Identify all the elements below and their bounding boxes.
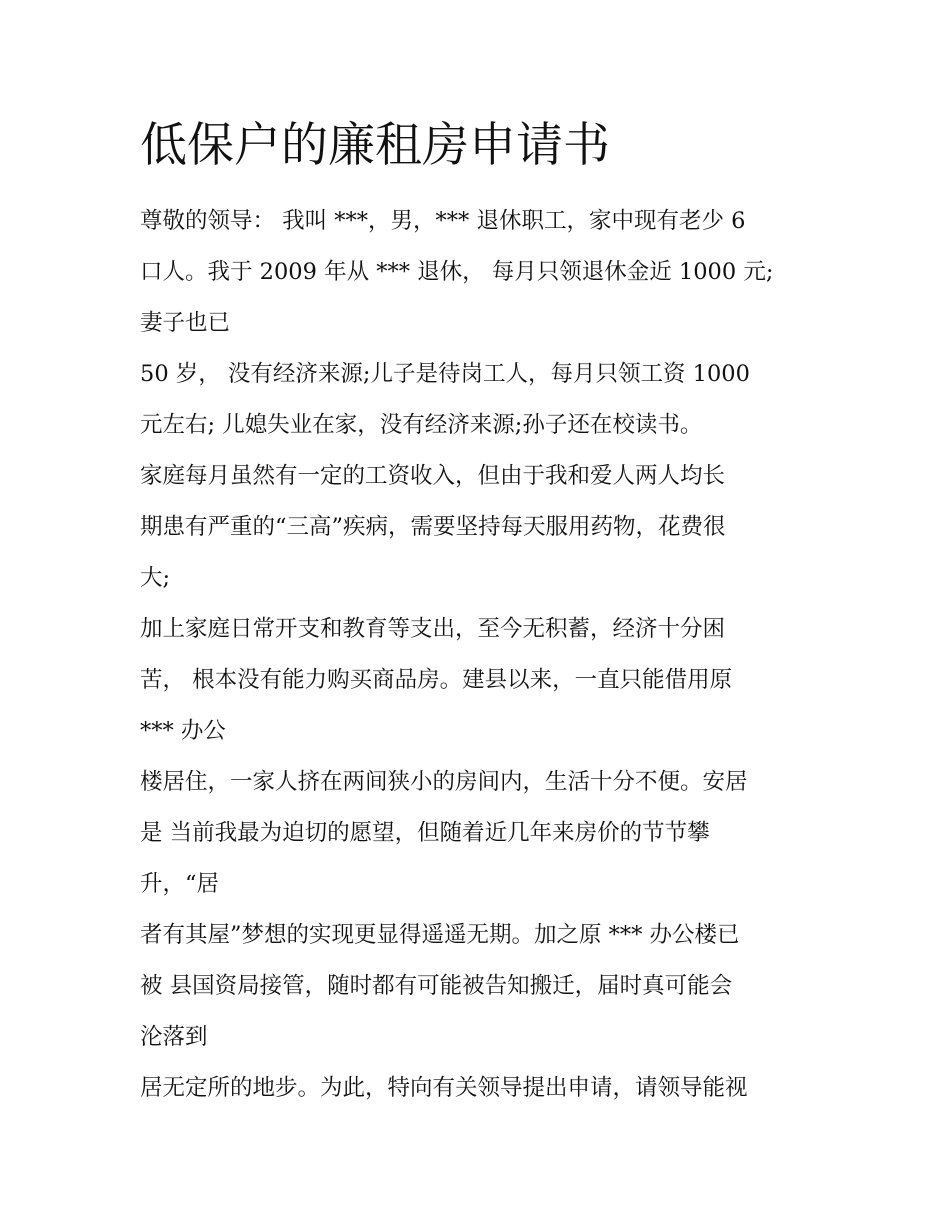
body-line: 是 当前我最为迫切的愿望，但随着近几年来房价的节节攀 <box>140 820 710 846</box>
body-line: *** 办公 <box>140 718 226 744</box>
body-line: 尊敬的领导： 我叫 ***，男，*** 退休职工，家中现有老少 6 <box>140 208 746 234</box>
body-line: 妻子也已 <box>140 310 231 336</box>
body-line: 者有其屋”梦想的实现更显得遥遥无期。加之原 *** 办公楼已 <box>140 922 740 948</box>
body-line: 加上家庭日常开支和教育等支出，至今无积蓄，经济十分困 <box>140 616 726 642</box>
document-body <box>140 196 840 1114</box>
body-line: 家庭每月虽然有一定的工资收入，但由于我和爱人两人均长 <box>140 463 726 489</box>
body-line: 大; <box>140 565 171 591</box>
body-line: 苦， 根本没有能力购买商品房。建县以来，一直只能借用原 <box>140 667 733 693</box>
body-line: 口人。我于 2009 年从 *** 退休， 每月只领退休金近 1000 元; <box>140 259 774 285</box>
body-line: 沦落到 <box>140 1024 208 1050</box>
body-line: 被 县国资局接管，随时都有可能被告知搬迁，届时真可能会 <box>140 973 733 999</box>
body-line: 升，“居 <box>140 871 220 897</box>
body-line: 元左右; 儿媳失业在家，没有经济来源;孙子还在校读书。 <box>140 412 703 438</box>
document-title: 低保户的廉租房申请书 <box>140 118 610 173</box>
body-line: 楼居住，一家人挤在两间狭小的房间内，生活十分不便。安居 <box>140 769 748 795</box>
body-line: 50 岁， 没有经济来源;儿子是待岗工人，每月只领工资 1000 <box>140 361 750 387</box>
body-line: 居无定所的地步。为此，特向有关领导提出申请，请领导能视 <box>140 1075 748 1101</box>
body-line: 期患有严重的“三高”疾病，需要坚持每天服用药物，花费很 <box>140 514 726 540</box>
